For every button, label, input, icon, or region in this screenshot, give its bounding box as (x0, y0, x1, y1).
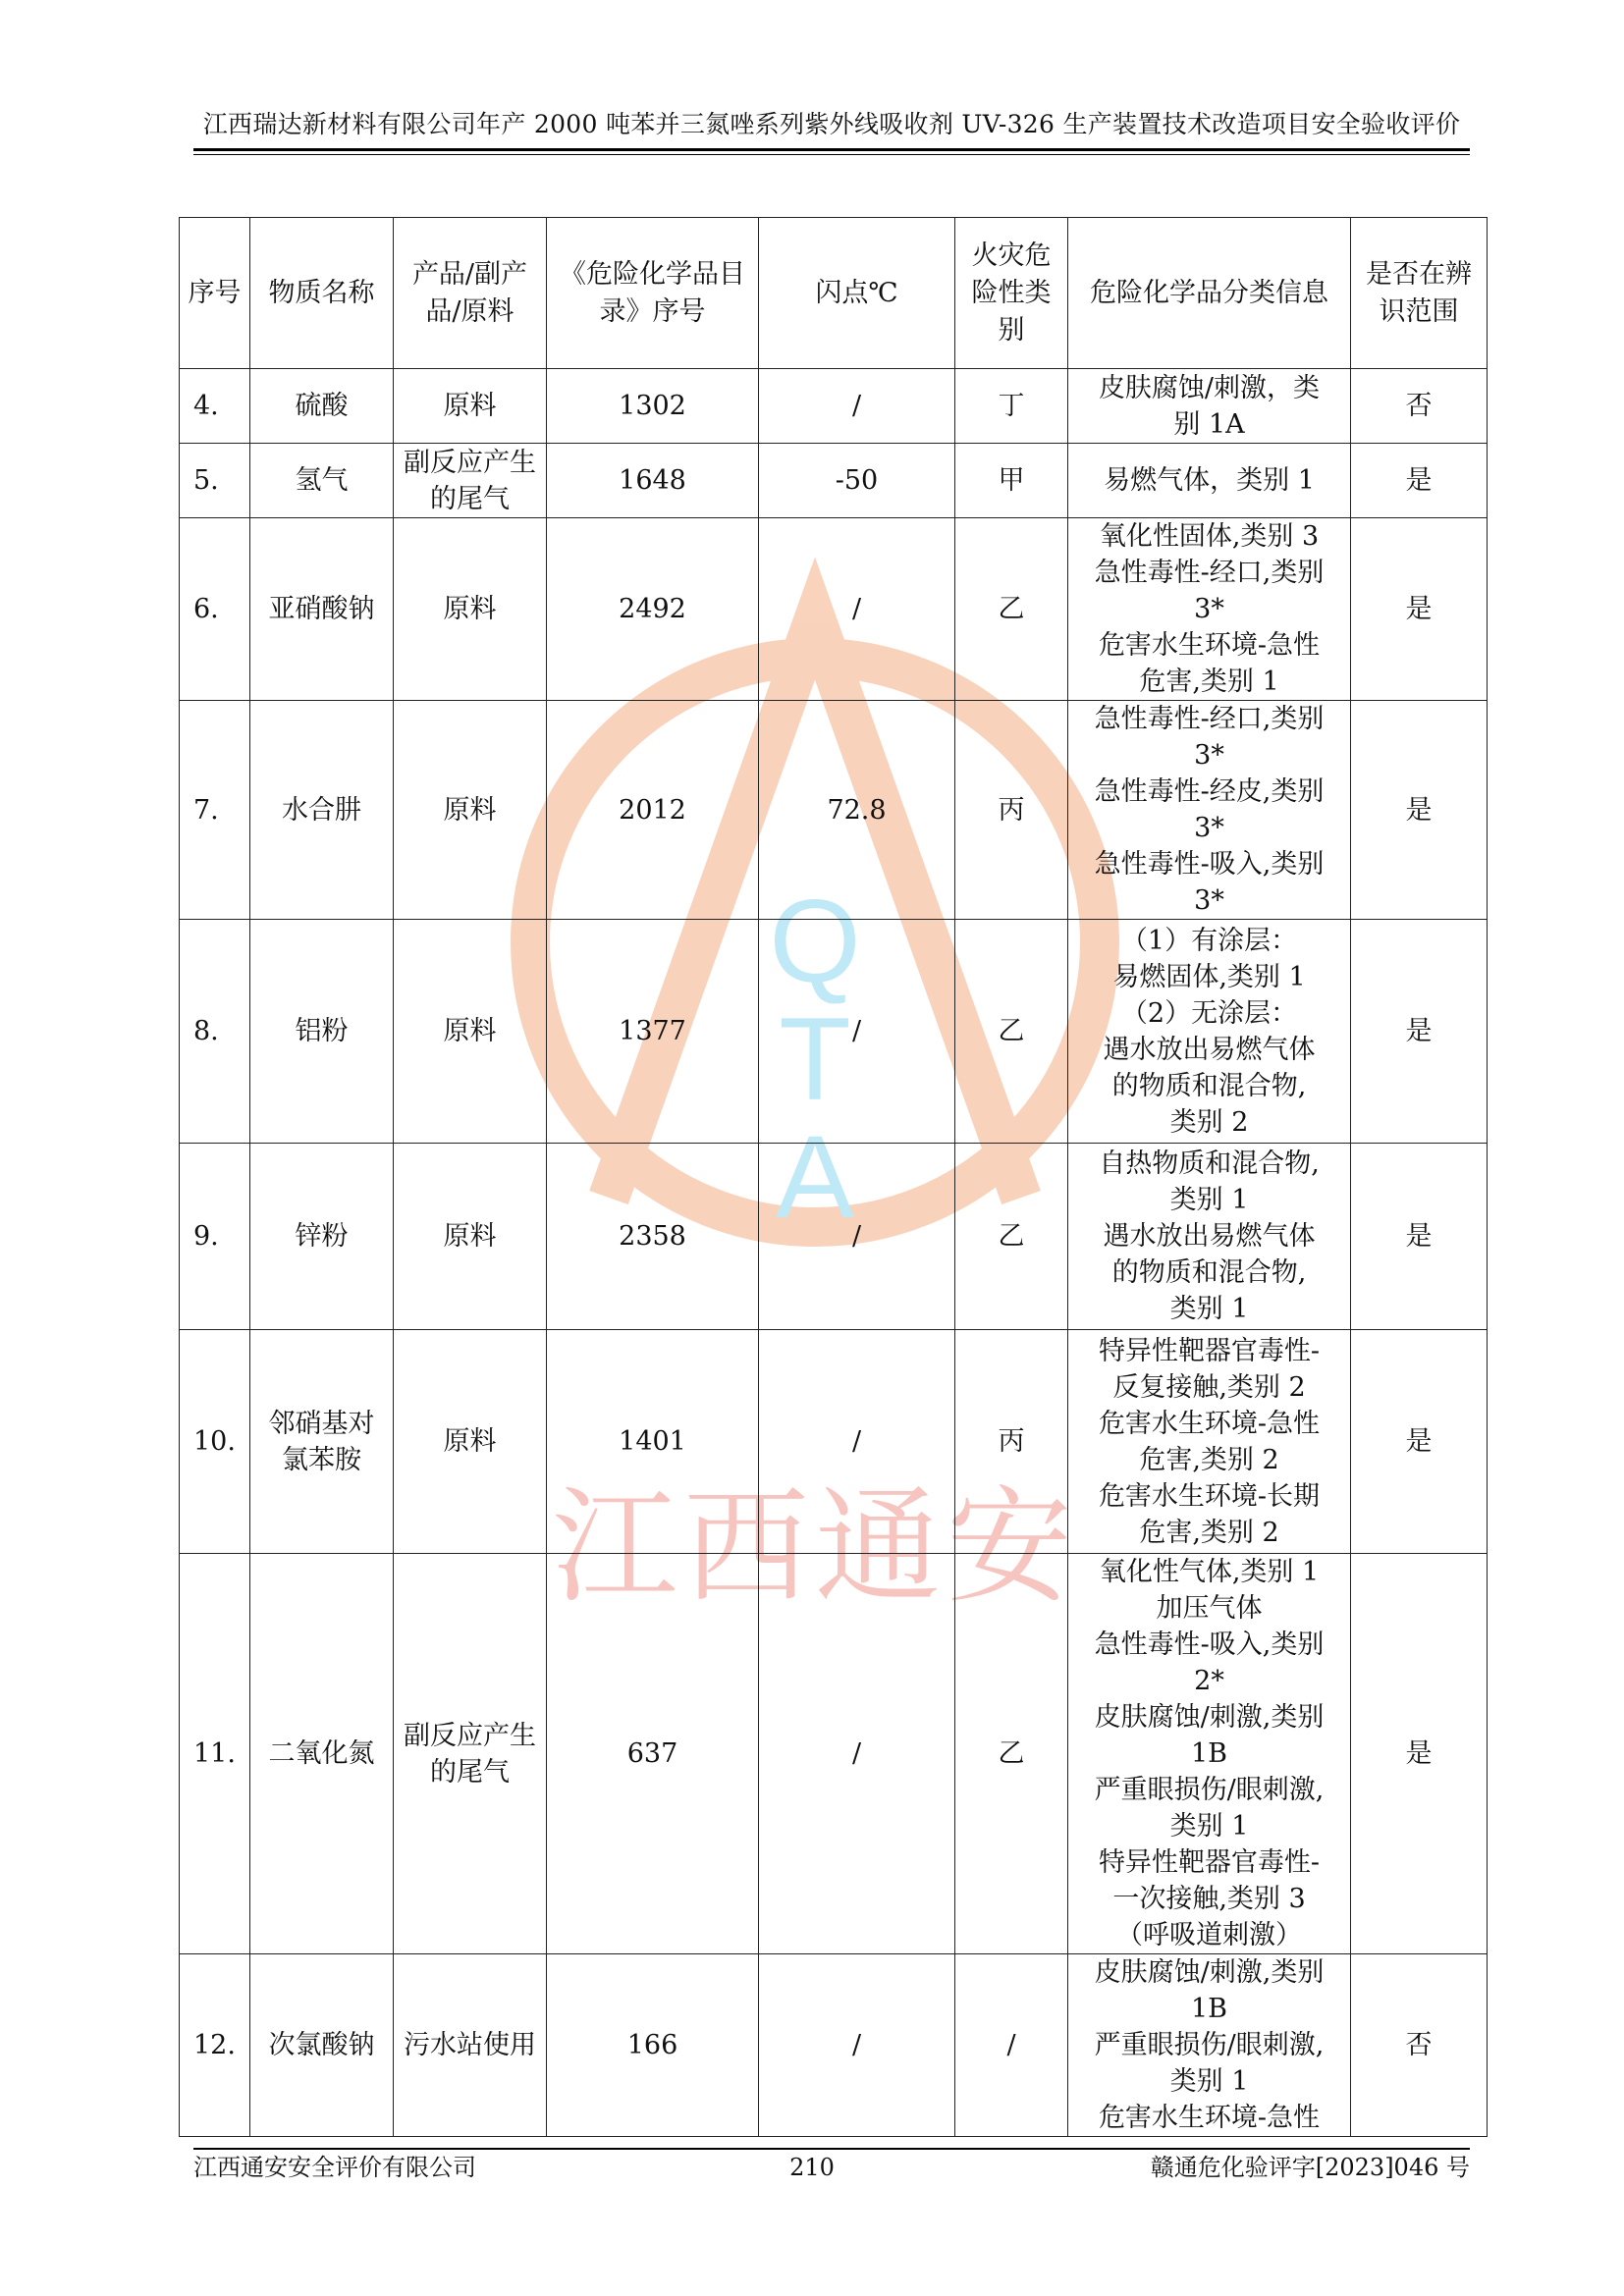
cell-substance-name: 硫酸 (250, 369, 394, 444)
header-seq: 序号 (180, 218, 250, 369)
cell-fire-category: 丁 (955, 369, 1068, 444)
header-type: 产品/副产品/原料 (394, 218, 547, 369)
cell-product-type: 原料 (394, 701, 547, 920)
cell-classification (1068, 1144, 1351, 1330)
classification-line: 2* (1194, 1666, 1224, 1696)
classification-line: 自热物质和混合物, (1099, 1148, 1320, 1179)
classification-line: 一次接触,类别 3 (1112, 1884, 1306, 1914)
classification-line: 易燃气体，类别 1 (1104, 465, 1315, 496)
cell-in-scope: 是 (1351, 1144, 1488, 1330)
cell-classification (1068, 369, 1351, 444)
classification-line: 遇水放出易燃气体 (1103, 1221, 1316, 1252)
classification-line: 急性毒性-吸入,类别 (1094, 849, 1325, 880)
classification-line: 的物质和混合物, (1111, 1070, 1307, 1101)
classification-line: 别 1A (1173, 408, 1245, 440)
classification-line: 3* (1194, 885, 1224, 916)
cell-classification (1068, 1954, 1351, 2137)
cell-substance-name: 二氧化氮 (250, 1554, 394, 1954)
table-header-row (180, 218, 1488, 369)
classification-line: 皮肤腐蚀/刺激，类 (1098, 372, 1321, 403)
cell-in-scope: 是 (1351, 444, 1488, 518)
classification-line: 急性毒性-经口,类别 (1094, 704, 1325, 734)
cell-catalog-number: 1302 (547, 369, 759, 444)
classification-line: （呼吸道刺激） (1116, 1920, 1302, 1950)
cell-flash-point: / (759, 1144, 955, 1330)
classification-line: 类别 1 (1169, 2066, 1249, 2097)
classification-line: 特异性靶器官毒性- (1098, 1335, 1321, 1366)
table-row (180, 1144, 1488, 1330)
cell-catalog-number: 2012 (547, 701, 759, 920)
cell-seq: 4. (180, 369, 250, 444)
footer-page-number: 210 (789, 2154, 835, 2181)
cell-flash-point: / (759, 518, 955, 701)
cell-catalog-number: 166 (547, 1954, 759, 2137)
cell-fire-category: 乙 (955, 920, 1068, 1144)
classification-line: 遇水放出易燃气体 (1103, 1034, 1316, 1065)
cell-fire-category: 乙 (955, 518, 1068, 701)
cell-seq: 9. (180, 1144, 250, 1330)
classification-line: （2）无涂层： (1120, 997, 1298, 1029)
table-row (180, 1330, 1488, 1554)
cell-substance-name: 水合肼 (250, 701, 394, 920)
table-row (180, 518, 1488, 701)
cell-classification (1068, 920, 1351, 1144)
cell-substance-name: 邻硝基对氯苯胺 (250, 1330, 394, 1554)
footer-company: 江西通安安全评价有限公司 (193, 2154, 476, 2181)
cell-flash-point: / (759, 1330, 955, 1554)
cell-catalog-number: 637 (547, 1554, 759, 1954)
classification-line: 皮肤腐蚀/刺激,类别 (1094, 1957, 1325, 1988)
page-header-title: 江西瑞达新材料有限公司年产 2000 吨苯并三氮唑系列紫外线吸收剂 UV-326 生产装置技术改造项目安全验收评价 (202, 110, 1461, 138)
table-row (180, 701, 1488, 920)
cell-seq: 8. (180, 920, 250, 1144)
classification-line: 危害水生环境-长期 (1098, 1480, 1321, 1512)
cell-substance-name: 铝粉 (250, 920, 394, 1144)
classification-line: 氧化性固体,类别 3 (1099, 521, 1320, 552)
cell-catalog-number: 1401 (547, 1330, 759, 1554)
cell-classification (1068, 1554, 1351, 1954)
cell-in-scope: 是 (1351, 1330, 1488, 1554)
cell-fire-category: 丙 (955, 701, 1068, 920)
classification-line: 皮肤腐蚀/刺激,类别 (1094, 1702, 1325, 1733)
cell-fire-category: 甲 (955, 444, 1068, 518)
classification-line: 急性毒性-经口,类别 (1094, 558, 1325, 588)
cell-classification (1068, 701, 1351, 920)
cell-seq: 5. (180, 444, 250, 518)
classification-line: 危害水生环境-急性 (1098, 2103, 1321, 2133)
cell-seq: 11. (180, 1554, 250, 1954)
classification-line: 危害水生环境-急性 (1098, 630, 1321, 661)
classification-line: 1B (1190, 1738, 1228, 1769)
cell-in-scope: 是 (1351, 920, 1488, 1144)
cell-product-type: 污水站使用 (394, 1954, 547, 2137)
classification-line: （1）有涂层： (1120, 925, 1298, 956)
classification-line: 急性毒性-吸入,类别 (1094, 1629, 1325, 1660)
classification-line: 危害水生环境-急性 (1098, 1408, 1321, 1439)
classification-line: 3* (1194, 813, 1224, 843)
cell-product-type: 原料 (394, 1144, 547, 1330)
table-row (180, 1954, 1488, 2137)
watermark-letter-t: T (779, 993, 851, 1125)
classification-line: 的物质和混合物, (1111, 1257, 1307, 1288)
cell-substance-name: 次氯酸钠 (250, 1954, 394, 2137)
cell-catalog-number: 2358 (547, 1144, 759, 1330)
cell-fire-category: / (955, 1954, 1068, 2137)
cell-catalog-number: 1377 (547, 920, 759, 1144)
classification-line: 急性毒性-经皮,类别 (1094, 776, 1325, 807)
classification-line: 类别 2 (1169, 1106, 1249, 1138)
cell-classification (1068, 444, 1351, 518)
cell-product-type: 副反应产生的尾气 (394, 1554, 547, 1954)
classification-line: 类别 1 (1169, 1811, 1249, 1842)
cell-substance-name: 亚硝酸钠 (250, 518, 394, 701)
cell-product-type: 原料 (394, 518, 547, 701)
cell-flash-point: -50 (759, 444, 955, 518)
classification-line: 严重眼损伤/眼刺激, (1094, 2030, 1325, 2060)
classification-line: 危害,类别 2 (1139, 1444, 1279, 1475)
classification-line: 1B (1190, 1994, 1228, 2024)
header-fire-category: 火灾危险性类别 (955, 218, 1068, 369)
classification-line: 类别 1 (1169, 1294, 1249, 1324)
header-rule-thin (193, 154, 1470, 155)
cell-substance-name: 锌粉 (250, 1144, 394, 1330)
cell-product-type: 原料 (394, 920, 547, 1144)
classification-line: 类别 1 (1169, 1185, 1249, 1215)
classification-line: 氧化性气体,类别 1 (1099, 1557, 1320, 1587)
classification-line: 反复接触,类别 2 (1112, 1371, 1306, 1403)
header-name: 物质名称 (250, 218, 394, 369)
cell-in-scope: 是 (1351, 701, 1488, 920)
classification-line: 加压气体 (1156, 1593, 1263, 1624)
watermark-letter-q: Q (769, 876, 861, 1007)
classification-line: 严重眼损伤/眼刺激, (1094, 1775, 1325, 1805)
cell-catalog-number: 2492 (547, 518, 759, 701)
table-row (180, 369, 1488, 444)
cell-seq: 6. (180, 518, 250, 701)
classification-line: 3* (1194, 594, 1224, 624)
footer-document-number: 赣通危化验评字[2023]046 号 (1150, 2154, 1470, 2181)
header-catalog: 《危险化学品目录》序号 (547, 218, 759, 369)
cell-product-type: 副反应产生的尾气 (394, 444, 547, 518)
cell-seq: 7. (180, 701, 250, 920)
classification-line: 危害,类别 2 (1139, 1517, 1279, 1548)
table-row (180, 1554, 1488, 1954)
header-classification: 危险化学品分类信息 (1068, 218, 1351, 369)
cell-substance-name: 氢气 (250, 444, 394, 518)
classification-line: 3* (1194, 740, 1224, 771)
hazardous-chemicals-table (179, 217, 1488, 2137)
cell-seq: 10. (180, 1330, 250, 1554)
table-row (180, 444, 1488, 518)
classification-line: 特异性靶器官毒性- (1098, 1847, 1321, 1878)
classification-line: 易燃固体,类别 1 (1112, 961, 1306, 992)
cell-seq: 12. (180, 1954, 250, 2137)
cell-flash-point: / (759, 1554, 955, 1954)
cell-product-type: 原料 (394, 369, 547, 444)
cell-in-scope: 是 (1351, 1554, 1488, 1954)
cell-fire-category: 乙 (955, 1554, 1068, 1954)
cell-classification (1068, 518, 1351, 701)
cell-flash-point: 72.8 (759, 701, 955, 920)
cell-in-scope: 否 (1351, 1954, 1488, 2137)
cell-classification (1068, 1330, 1351, 1554)
header-in-scope: 是否在辨识范围 (1351, 218, 1488, 369)
cell-in-scope: 否 (1351, 369, 1488, 444)
header-rule (193, 148, 1470, 151)
cell-product-type: 原料 (394, 1330, 547, 1554)
header-flash-point: 闪点℃ (759, 218, 955, 369)
classification-line: 危害,类别 1 (1139, 667, 1279, 697)
cell-fire-category: 丙 (955, 1330, 1068, 1554)
cell-flash-point: / (759, 1954, 955, 2137)
cell-catalog-number: 1648 (547, 444, 759, 518)
watermark-letter-a: A (775, 1111, 855, 1243)
cell-flash-point: / (759, 369, 955, 444)
cell-in-scope: 是 (1351, 518, 1488, 701)
watermark-company: 江西通安 (551, 1474, 1079, 1621)
table-row (180, 920, 1488, 1144)
cell-fire-category: 乙 (955, 1144, 1068, 1330)
cell-flash-point: / (759, 920, 955, 1144)
